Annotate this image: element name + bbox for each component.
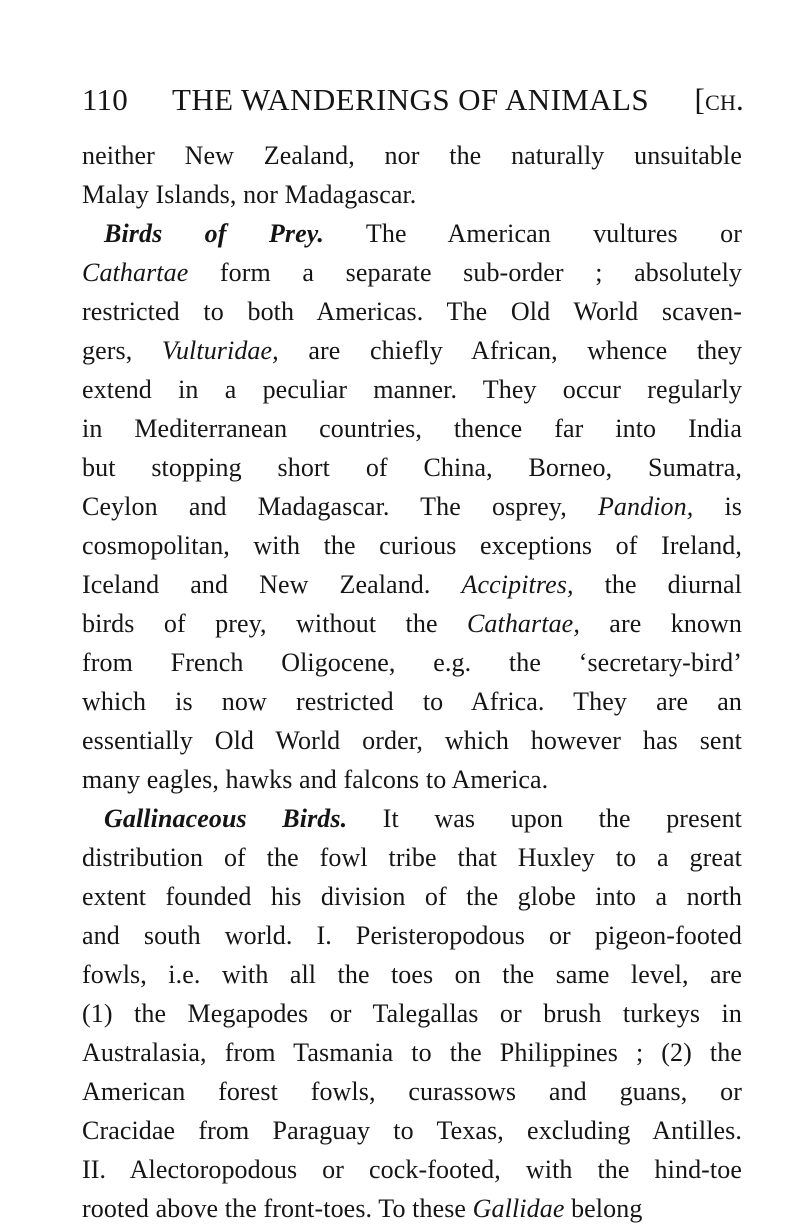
text-run: It was upon the present: [347, 804, 742, 833]
text-run: distribution of the fowl tribe that Huxley to a great: [82, 843, 742, 872]
text-run: many eagles, hawks and falcons to America.: [82, 765, 549, 794]
text-run: cosmopolitan, with the curious exceptions of Ireland,: [82, 531, 742, 560]
text-run: the diurnal: [573, 570, 742, 599]
text-line: [82, 253, 742, 292]
text-line: [82, 1150, 742, 1189]
text-run: essentially Old World order, which however has sent: [82, 726, 742, 755]
text-line: [82, 1033, 742, 1072]
running-title: THE WANDERINGS OF ANIMALS: [172, 82, 650, 117]
text-run: which is now restricted to Africa. They are an: [82, 687, 742, 716]
text-run: extent founded his division of the globe into a north: [82, 882, 742, 911]
text-line: [82, 682, 742, 721]
emphasis-run: Gallinaceous Birds.: [104, 804, 348, 833]
text-run: Malay Islands, nor Madagascar.: [82, 180, 417, 209]
emphasis-run: Vulturidae,: [161, 336, 279, 365]
text-line: [82, 526, 742, 565]
text-run: are chiefly African, whence they: [278, 336, 742, 365]
text-line: [82, 487, 742, 526]
text-run: gers,: [82, 336, 162, 365]
text-run: Australasia, from Tasmania to the Philippines ; (2) the: [82, 1038, 742, 1067]
text-line: [82, 955, 742, 994]
text-line: [82, 409, 742, 448]
text-run: Ceylon and Madagascar. The osprey,: [82, 492, 598, 521]
text-line: [82, 1072, 742, 1111]
text-run: from French Oligocene, e.g. the ‘secretary-bird’: [82, 648, 742, 677]
text-line: [82, 643, 742, 682]
text-line: [82, 721, 742, 760]
text-line: [82, 214, 742, 253]
text-run: in Mediterranean countries, thence far into India: [82, 414, 742, 443]
text-run: restricted to both Americas. The Old World scaven-: [82, 297, 742, 326]
chapter-abbrev: ch.: [705, 82, 744, 117]
text-run: II. Alectoropodous or cock-footed, with the hind-toe: [82, 1155, 742, 1184]
emphasis-run: Accipitres,: [461, 570, 574, 599]
text-line: [82, 760, 742, 799]
text-run: form a separate sub-order ; absolutely: [188, 258, 742, 287]
text-line: [82, 877, 742, 916]
text-line: [82, 916, 742, 955]
text-run: neither New Zealand, nor the naturally unsuitable: [82, 141, 742, 170]
emphasis-run: Pandion,: [597, 492, 694, 521]
text-run: fowls, i.e. with all the toes on the same level, are: [82, 960, 742, 989]
text-run: extend in a peculiar manner. They occur regularly: [82, 375, 742, 404]
text-run: American forest fowls, curassows and guans, or: [82, 1077, 742, 1106]
text-run: Iceland and New Zealand.: [82, 570, 462, 599]
text-run: is: [693, 492, 742, 521]
text-run: The American vultures or: [324, 219, 742, 248]
running-head: [82, 78, 744, 122]
chapter-bracket: [: [694, 82, 706, 117]
text-line: [82, 838, 742, 877]
text-line: [82, 292, 742, 331]
text-run: but stopping short of China, Borneo, Sumatra,: [82, 453, 742, 482]
text-line: [82, 136, 742, 175]
page-number: 110: [82, 82, 128, 117]
body-text: [82, 136, 742, 1228]
text-line: [82, 175, 742, 214]
text-line: [82, 604, 742, 643]
emphasis-run: Cathartae,: [466, 609, 580, 638]
text-line: [82, 799, 742, 838]
text-line: [82, 370, 742, 409]
text-run: and south world. I. Peristeropodous or pigeon-footed: [82, 921, 742, 950]
chapter-marker: [695, 78, 744, 122]
text-run: birds of prey, without the: [82, 609, 467, 638]
text-line: [82, 1111, 742, 1150]
text-line: [82, 565, 742, 604]
text-line: [82, 331, 742, 370]
emphasis-run: Cathartae: [82, 258, 189, 287]
text-run: (1) the Megapodes or Talegallas or brush turkeys in: [82, 999, 742, 1028]
text-run: are known: [579, 609, 742, 638]
text-run: rooted above the front-toes. To these: [82, 1194, 473, 1223]
text-run: belong: [564, 1194, 643, 1223]
emphasis-run: Gallidae: [472, 1194, 565, 1223]
text-run: Cracidae from Paraguay to Texas, excluding Antilles.: [82, 1116, 742, 1145]
emphasis-run: Birds of Prey.: [104, 219, 324, 248]
text-line: [82, 994, 742, 1033]
text-line: [82, 448, 742, 487]
